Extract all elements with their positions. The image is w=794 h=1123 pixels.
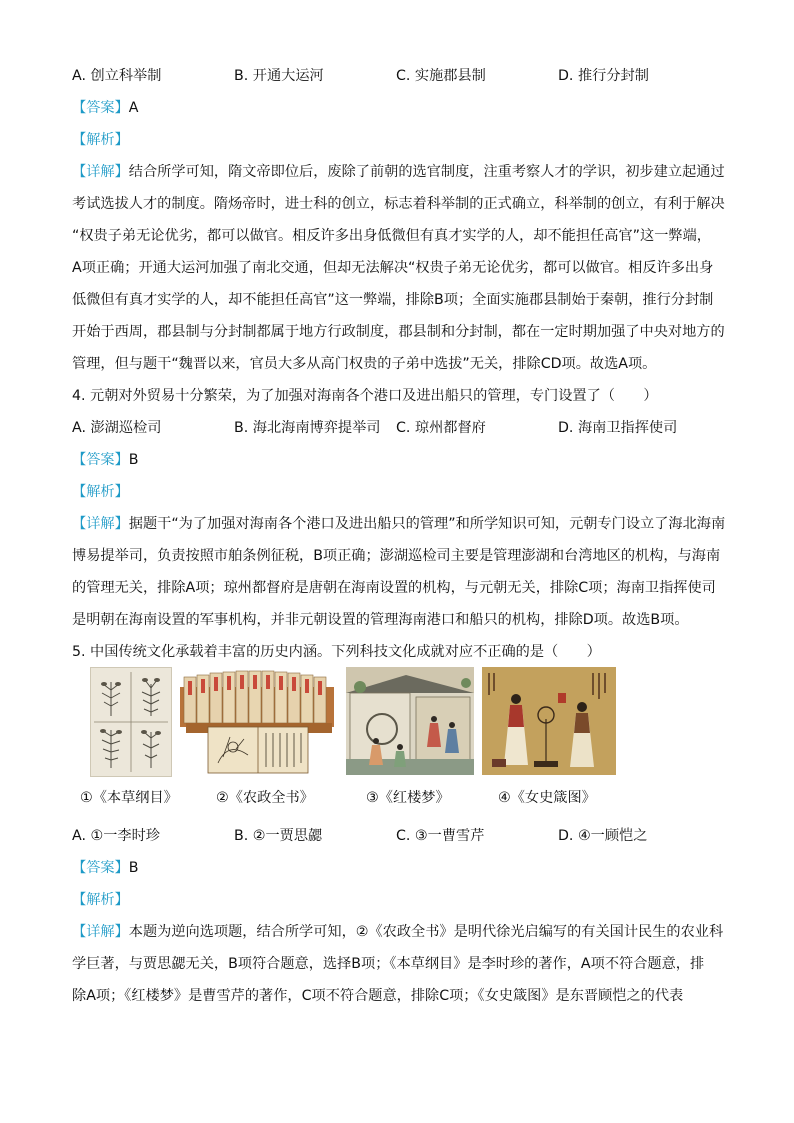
q5-detail-line-2: 学巨著，与贾思勰无关，B项符合题意，选择B项；《本草纲目》是李时珍的著作，A项不符合题意，排 [72,956,705,972]
q5-stem: 5. 中国传统文化承载着丰富的历史内涵。下列科技文化成就对应不正确的是（ ） [72,644,601,660]
q3-option-a: A. 创立科举制 [72,68,162,84]
q3-detail-line-6: 开始于西周，郡县制与分封制都属于地方行政制度，郡县制和分封制，都在一定时期加强了中央对地方的 [72,324,725,340]
hongloumeng-image [346,667,474,775]
q5-detail-line-3: 除A项；《红楼梦》是曹雪芹的著作，C项不符合题意，排除C项；《女史箴图》是东晋顾恺之的代表 [72,988,684,1004]
q3-detail-line-2: 考试选拔人才的制度。隋炀帝时，进士科的创立，标志着科举制的正式确立，科举制的创立，有利于解决 [72,196,725,212]
q4-detail-line-3: 的管理无关，排除A项；琼州都督府是唐朝在海南设置的机构，与元朝无关，排除C项；海南卫指挥使司 [72,580,716,596]
q5-detail-line-1 [72,922,724,942]
caption-4: ④《女史箴图》 [498,790,596,806]
q5-option-d: D. ④一顾恺之 [558,828,648,844]
detail-text: 本题为逆向选项题，结合所学可知，②《农政全书》是明代徐光启编写的有关国计民生的农业科 [128,924,724,940]
q3-detail-line-1 [72,162,724,182]
q4-option-d: D. 海南卫指挥使司 [558,420,678,436]
q3-option-b: B. 开通大运河 [234,68,324,84]
q4-option-a: A. 澎湖巡检司 [72,420,162,436]
q3-detail-line-5: 低微但有真才实学的人，却不能担任高官”这一弊端，排除B项；全面实施郡县制始于秦朝，推行分封制 [72,292,714,308]
q5-option-c: C. ③一曹雪芹 [396,828,485,844]
q3-answer [72,98,138,118]
caption-2: ②《农政全书》 [216,790,314,806]
q4-option-c: C. 琼州都督府 [396,420,486,436]
analysis-tag: 【解析】 [72,484,129,500]
q4-analysis-heading [72,482,129,502]
analysis-tag: 【解析】 [72,132,129,148]
bencao-gangmu-image [90,667,172,777]
q5-option-a: A. ①一李时珍 [72,828,160,844]
q3-option-c: C. 实施郡县制 [396,68,486,84]
q3-option-d: D. 推行分封制 [558,68,649,84]
q5-option-b: B. ②一贾思勰 [234,828,323,844]
q3-detail-line-4: A项正确；开通大运河加强了南北交通，但却无法解决“权贵子弟无论优劣，都可以做官。相反许多出身 [72,260,714,276]
q4-option-b: B. 海北海南博弈提举司 [234,420,381,436]
detail-text: 据题干“为了加强对海南各个港口及进出船只的管理”和所学知识可知，元朝专门设立了海北海南 [128,516,726,532]
q4-detail-line-1 [72,514,724,534]
answer-value: B [128,860,139,876]
answer-tag: 【答案】 [72,100,129,116]
q4-detail-line-4: 是明朝在海南设置的军事机构，并非元朝设置的管理海南港口和船只的机构，排除D项。故选B项。 [72,612,689,628]
detail-tag: 【详解】 [72,516,129,532]
answer-tag: 【答案】 [72,860,129,876]
caption-3: ③《红楼梦》 [366,790,450,806]
caption-1: ①《本草纲目》 [80,790,178,806]
nongzheng-quanshu-image [178,667,336,775]
analysis-tag: 【解析】 [72,892,129,908]
answer-tag: 【答案】 [72,452,129,468]
q4-answer [72,450,139,470]
q5-answer [72,858,139,878]
q5-analysis-heading [72,890,129,910]
answer-value: B [128,452,139,468]
q3-analysis-heading [72,130,129,150]
detail-text: 结合所学可知，隋文帝即位后，废除了前朝的选官制度，注重考察人才的学识，初步建立起通过 [128,164,725,180]
q3-detail-line-7: 管理，但与题干“魏晋以来，官员大多从高门权贵的子弟中选拔”无关，排除CD项。故选A项。 [72,356,657,372]
detail-tag: 【详解】 [72,164,129,180]
detail-tag: 【详解】 [72,924,129,940]
answer-value: A [128,100,139,116]
q4-stem: 4. 元朝对外贸易十分繁荣，为了加强对海南各个港口及进出船只的管理，专门设置了（ ） [72,388,658,404]
q4-detail-line-2: 博易提举司，负责按照市舶条例征税，B项正确；澎湖巡检司主要是管理澎湖和台湾地区的机构，与海南 [72,548,721,564]
nushi-zhentu-image [482,667,616,775]
q3-detail-line-3: “权贵子弟无论优劣，都可以做官。相反许多出身低微但有真才实学的人，却不能担任高官”这一弊端， [72,228,711,244]
